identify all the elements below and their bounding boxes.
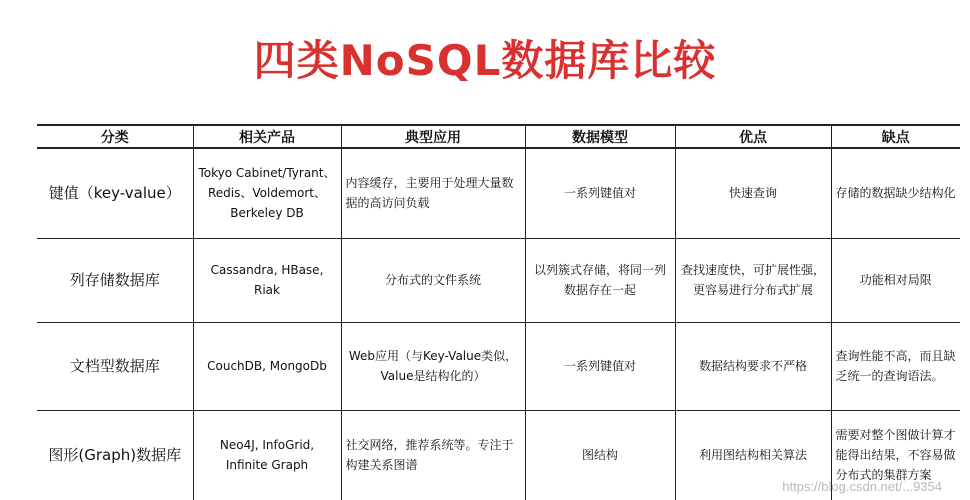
cell-category: 列存储数据库 — [37, 238, 193, 322]
table-row — [37, 148, 960, 238]
cell-category: 键值（key-value） — [37, 148, 193, 238]
table-header-row — [37, 125, 960, 148]
table-row — [37, 322, 960, 410]
cell-category: 文档型数据库 — [37, 322, 193, 410]
nosql-comparison-table — [37, 124, 960, 500]
cell-model: 以列簇式存储，将同一列数据存在一起 — [525, 238, 675, 322]
cell-products: Tokyo Cabinet/Tyrant、Redis、Voldemort、Berkeley DB — [193, 148, 341, 238]
cell-pros: 利用图结构相关算法 — [675, 410, 831, 500]
cell-pros: 查找速度快，可扩展性强，更容易进行分布式扩展 — [675, 238, 831, 322]
header-cons: 缺点 — [831, 125, 960, 148]
cell-application: 社交网络，推荐系统等。专注于构建关系图谱 — [341, 410, 525, 500]
comparison-table-container — [37, 124, 960, 500]
header-products: 相关产品 — [193, 125, 341, 148]
watermark-text: https://blog.csdn.net/...9354 — [782, 479, 942, 494]
cell-products: CouchDB, MongoDb — [193, 322, 341, 410]
header-pros: 优点 — [675, 125, 831, 148]
cell-model: 图结构 — [525, 410, 675, 500]
cell-model: 一系列键值对 — [525, 322, 675, 410]
cell-products: Cassandra, HBase, Riak — [193, 238, 341, 322]
cell-cons: 存储的数据缺少结构化 — [831, 148, 960, 238]
cell-application: 分布式的文件系统 — [341, 238, 525, 322]
cell-pros: 快速查询 — [675, 148, 831, 238]
cell-application: 内容缓存，主要用于处理大量数据的高访问负载 — [341, 148, 525, 238]
cell-products: Neo4J, InfoGrid, Infinite Graph — [193, 410, 341, 500]
cell-model: 一系列键值对 — [525, 148, 675, 238]
page-title: 四类NoSQL数据库比较 — [253, 36, 717, 85]
table-row — [37, 238, 960, 322]
cell-application: Web应用（与Key-Value类似，Value是结构化的） — [341, 322, 525, 410]
cell-pros: 数据结构要求不严格 — [675, 322, 831, 410]
cell-cons: 需要对整个图做计算才能得出结果，不容易做分布式的集群方案 — [831, 410, 960, 500]
cell-cons: 功能相对局限 — [831, 238, 960, 322]
header-category: 分类 — [37, 125, 193, 148]
cell-category: 图形(Graph)数据库 — [37, 410, 193, 500]
header-application: 典型应用 — [341, 125, 525, 148]
header-model: 数据模型 — [525, 125, 675, 148]
cell-cons: 查询性能不高，而且缺乏统一的查询语法。 — [831, 322, 960, 410]
